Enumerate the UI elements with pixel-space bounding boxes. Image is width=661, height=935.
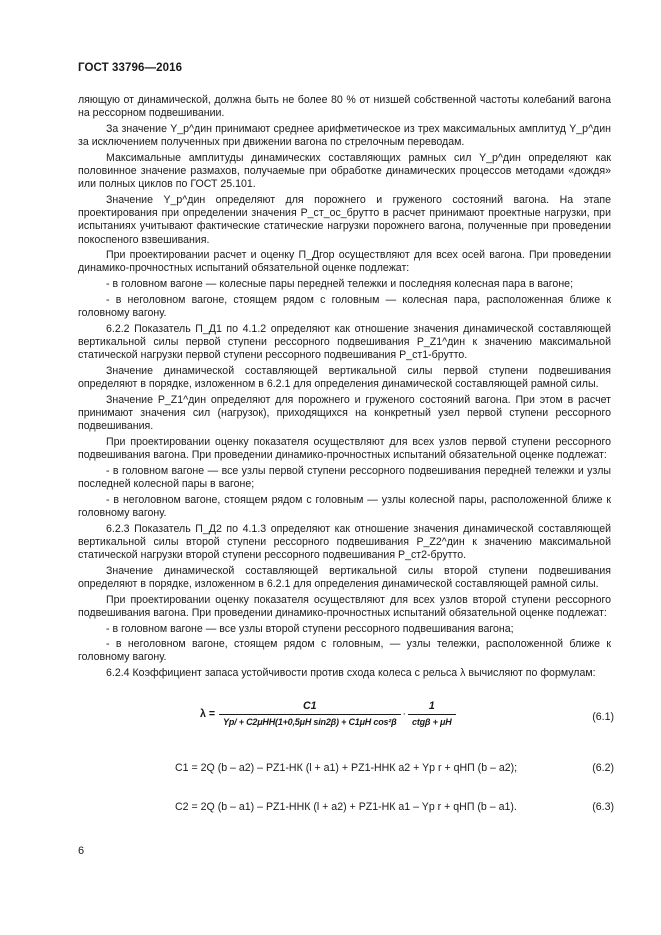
formula-6-1-lhs: λ = xyxy=(200,707,216,720)
formula-6-3: C2 = 2Q (b – a1) – PZ1-ННК (l + a2) + PZ1-НК a1 – Yр r + qНП (b – a1). xyxy=(175,801,517,813)
equation-number-6-2: (6.2) xyxy=(592,762,614,774)
paragraph-second-stage-order: Значение динамической составляющей вертикальной силы второй ступени подвешивания определяют в порядке, изложенном в 6.2.1 для определения динамической составляющей рамной силы. xyxy=(78,564,611,590)
formula-6-2: C1 = 2Q (b – a2) – PZ1-НК (l + a1) + PZ1-ННК a2 + Yр r + qНП (b – a2); xyxy=(175,762,518,774)
paragraph-second-stage-design: При проектировании оценку показателя осуществляют для всех узлов второй ступени рессорного подвешивания вагона. При проведении динамико-прочностных испытаний обязательной оценке подлежат: xyxy=(78,593,611,619)
equation-number-6-1: (6.1) xyxy=(592,711,614,723)
paragraph-yp-states: Значение Y_p^дин определяют для порожнего и груженого состояний вагона. На этапе проектирования при определении значения P_ст_ос_брутто в расчет принимают проектные нагрузки, при испытаниях учитывают фактические статические нагрузки порожнего вагона, полученные при проведении покоспеного взвешивания. xyxy=(78,193,611,246)
paragraph-first-stage-order: Значение динамической составляющей вертикальной силы первой ступени подвешивания определяют в порядке, изложенном в 6.2.1 для определения динамической составляющей рамной силы. xyxy=(78,364,611,391)
document-body xyxy=(78,94,611,680)
formula-6-1-factor-num: 1 xyxy=(428,700,435,712)
page-number: 6 xyxy=(78,845,85,857)
paragraph-max-amplitudes: Максимальные амплитуды динамических составляющих рамных сил Y_p^дин определяют как половинное значение размахов, получаемые при обработке динамических процессов методами «дождя» или полных циклов по ГОСТ 25.101. xyxy=(78,151,611,191)
paragraph-yp-definition: За значение Y_p^дин принимают среднее арифметическое из трех максимальных амплитуд Y_p^дин за исключением полученных при движении вагона по стрелочным переводам. xyxy=(78,122,611,149)
list-item: - в головном вагоне — все узлы второй ступени рессорного подвешивания вагона; xyxy=(106,622,514,635)
paragraph-6-2-2: 6.2.2 Показатель П_Д1 по 4.1.2 определяют как отношение значения динамической составляющей вертикальной силы первой ступени рессорного подвешивания P_Z1^дин к значению максимальной статической нагрузки первой ступени рессорного подвешивания P_ст1-брутто. xyxy=(78,322,611,362)
paragraph-pdgor: При проектировании расчет и оценку П_Дгор осуществляют для всех осей вагона. При проведении динамико-прочностных испытаний обязательной оценке подлежат: xyxy=(78,249,611,275)
paragraph-continuation: ляющую от динамической, должна быть не более 80 % от низшей собственной частоты колебаний вагона на рессорном подвешивании. xyxy=(78,94,611,120)
list-item: - в головном вагоне — все узлы первой ступени рессорного подвешивания передней тележки и узлы последней колесной пары в вагоне; xyxy=(78,464,611,490)
list-item: - в неголовном вагоне, стоящем рядом с головным — узлы колесной пары, расположенной ближе к головному вагону. xyxy=(78,493,611,519)
equation-number-6-3: (6.3) xyxy=(592,801,614,813)
paragraph-6-2-4: 6.2.4 Коэффициент запаса устойчивости против схода колеса с рельса λ вычисляют по формулам: xyxy=(106,667,596,680)
paragraph-pz1-states: Значение P_Z1^дин определяют для порожнего и груженого состояний вагона. При этом в расчет принимают значения сил (нагрузок), приходящихся на конкретный узел первой ступени рессорного подвешивания. xyxy=(78,393,611,433)
formula-6-1-numerator: C1 xyxy=(302,700,317,712)
formula-6-1: λ = $\frac{C1}{\text{Yр/ + C2μНН(1+0,5μН sin2β) + C1μН cos²β}}$ · $\frac{1}{\text{ctgβ + μН}}$ xyxy=(200,700,456,727)
document-header: ГОСТ 33796—2016 xyxy=(78,62,183,74)
formula-6-1-denominator: Yр/ + C2μНН(1+0,5μН sin2β) + C1μН cos²β xyxy=(219,714,400,727)
formula-6-1-factor-fraction xyxy=(408,700,455,727)
list-item: - в головном вагоне — колесные пары передней тележки и последняя колесная пара в вагоне; xyxy=(106,278,574,291)
formula-6-1-factor-den: ctgβ + μН xyxy=(408,714,455,727)
paragraph-first-stage-design: При проектировании оценку показателя осуществляют для всех узлов первой ступени рессорного подвешивания вагона. При проведении динамико-прочностных испытаний обязательной оценке подлежат: xyxy=(78,435,611,462)
paragraph-6-2-3: 6.2.3 Показатель П_Д2 по 4.1.3 определяют как отношение значения динамической составляющей вертикальной силы второй ступени рессорного подвешивания P_Z2^дин к значению максимальной статической нагрузки второй ступени рессорного подвешивания P_ст2-брутто. xyxy=(78,522,611,561)
list-item: - в неголовном вагоне, стоящем рядом с головным, — узлы тележки, расположенной ближе к головному вагону. xyxy=(78,638,611,664)
formula-6-1-main-fraction xyxy=(219,700,400,727)
list-item: - в неголовном вагоне, стоящем рядом с головным — колесная пара, расположенная ближе к головному вагону. xyxy=(78,293,611,320)
